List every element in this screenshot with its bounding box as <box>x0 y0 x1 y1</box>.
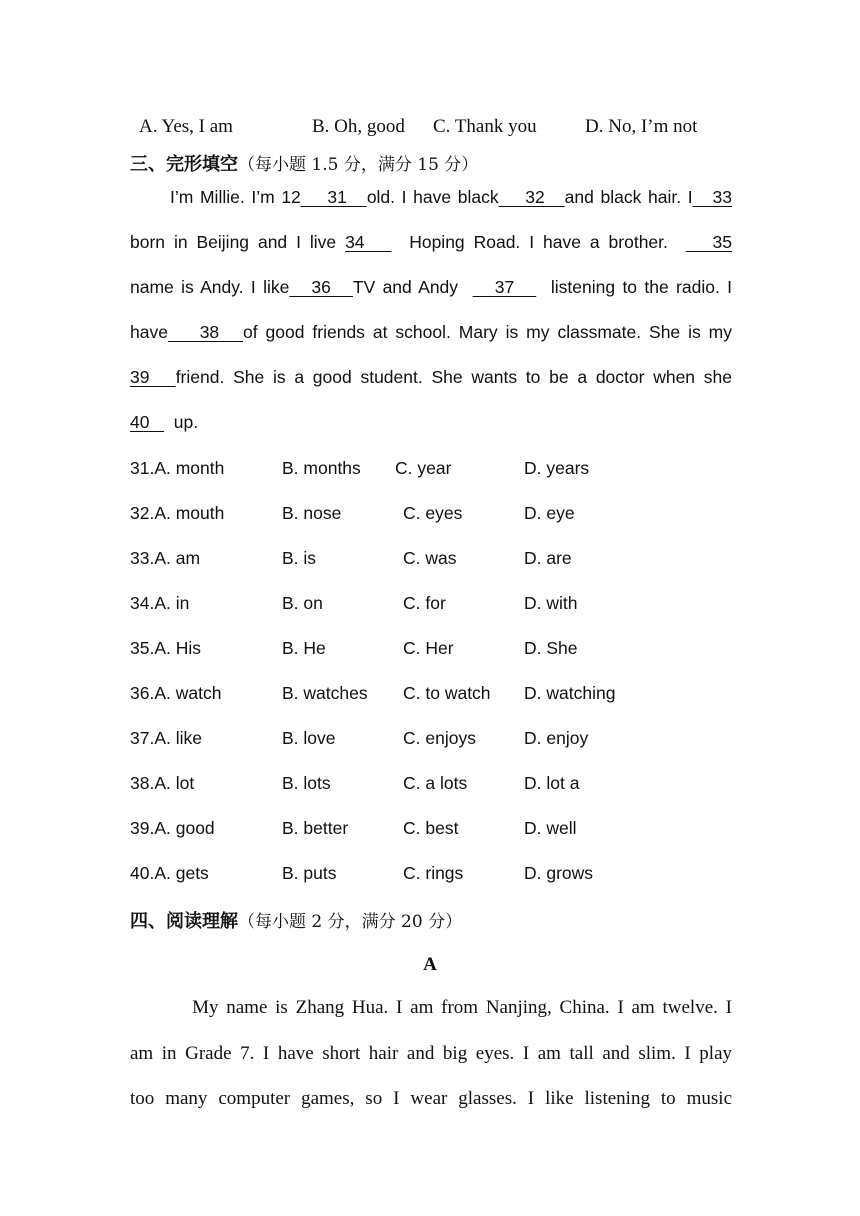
option-text: C. year <box>395 458 452 478</box>
question-40-option-b <box>282 863 336 884</box>
question-31-option-b <box>282 458 361 479</box>
option-text: B. nose <box>282 503 342 523</box>
option-text: C. eyes <box>403 503 463 523</box>
question-35-option-a <box>130 638 201 659</box>
option-text: B. He <box>282 638 326 658</box>
option-text: B. puts <box>282 863 337 883</box>
section-3-note: （每小题 1.5 分，满分 15 分） <box>238 155 479 175</box>
question-40-option-d <box>524 863 593 884</box>
prev-option-d: D. No, I’m not <box>585 116 698 137</box>
option-text: C. rings <box>403 863 464 883</box>
passage-line-1 <box>170 187 732 208</box>
option-text: A. month <box>154 458 225 478</box>
reading-line-2: am in Grade 7. I have short hair and big eyes. I am tall and slim. I play <box>130 1043 732 1064</box>
section-3-title: 三、完形填空 <box>130 154 238 175</box>
passage-text: old. I have black <box>366 187 499 207</box>
option-text: D. well <box>524 818 577 838</box>
option-text: A. am <box>154 548 201 568</box>
passage-text: friend. She is a good student. She wants to be a doctor when she <box>175 367 732 387</box>
option-text: C. to watch <box>403 683 491 703</box>
option-text: D. with <box>524 593 578 613</box>
question-number: 31. <box>130 458 155 478</box>
question-38-option-a <box>130 773 194 794</box>
question-38-option-b <box>282 773 331 794</box>
option-text: A. His <box>154 638 202 658</box>
question-34-option-d <box>524 593 577 614</box>
question-32-option-b <box>282 503 341 524</box>
option-text: D. years <box>524 458 590 478</box>
question-33-option-d <box>524 548 572 569</box>
question-39-option-c <box>403 818 458 839</box>
prev-option-c: C. Thank you <box>433 116 537 137</box>
option-text: A. watch <box>154 683 222 703</box>
option-text: D. grows <box>524 863 594 883</box>
question-number: 33. <box>130 548 155 568</box>
question-31-option-d <box>524 458 589 479</box>
option-text: B. better <box>282 818 349 838</box>
question-37-option-d <box>524 728 588 749</box>
passage-text: Hoping Road. I have a brother. <box>391 232 686 252</box>
reading-line-3: too many computer games, so I wear glasses. I like listening to music <box>130 1088 732 1109</box>
option-text: B. is <box>282 548 317 568</box>
question-35-option-d <box>524 638 578 659</box>
question-40-option-c <box>403 863 463 884</box>
blank-39: 39 <box>130 367 176 387</box>
passage-text: of <box>242 322 258 342</box>
option-text: D. enjoy <box>524 728 589 748</box>
option-text: D. lot a <box>524 773 580 793</box>
question-33-option-c <box>403 548 456 569</box>
option-text: C. was <box>403 548 457 568</box>
passage-text: born in Beijing and I live <box>130 232 346 252</box>
passage-text: listening to the radio. I <box>536 277 733 297</box>
passage-text: I’m Millie. I’m 12 <box>170 187 301 207</box>
question-number: 39. <box>130 818 155 838</box>
passage-text: and black hair. I <box>564 187 693 207</box>
section-4-note: （每小题 2 分，满分 20 分） <box>238 912 463 932</box>
question-34-option-a <box>130 593 189 614</box>
passage-text: name is Andy. I like <box>130 277 290 297</box>
passage-line-5 <box>130 367 732 388</box>
option-text: A. like <box>154 728 202 748</box>
question-32-option-d <box>524 503 575 524</box>
passage-line-6 <box>130 412 732 433</box>
blank-38: 38 <box>167 322 243 342</box>
passage-line-3 <box>130 277 732 298</box>
option-text: B. watches <box>282 683 368 703</box>
blank-34: 34 <box>345 232 392 252</box>
question-33-option-b <box>282 548 316 569</box>
question-33-option-a <box>130 548 200 569</box>
question-39-option-d <box>524 818 577 839</box>
question-31-option-a <box>130 458 224 479</box>
passage-line-4 <box>130 322 732 343</box>
question-31-option-c <box>395 458 451 479</box>
question-34-option-b <box>282 593 323 614</box>
question-number: 35. <box>130 638 155 658</box>
blank-36: 36 <box>289 277 353 297</box>
blank-33: 33 <box>692 187 733 207</box>
question-36-option-b <box>282 683 368 704</box>
reading-line-1: My name is Zhang Hua. I am from Nanjing, China. I am twelve. I <box>130 997 732 1018</box>
option-text: C. for <box>403 593 446 613</box>
section-4-heading <box>130 907 462 933</box>
option-text: D. eye <box>524 503 575 523</box>
section-4-title: 四、阅读理解 <box>130 911 238 932</box>
question-37-option-c <box>403 728 476 749</box>
question-34-option-c <box>403 593 446 614</box>
question-36-option-d <box>524 683 615 704</box>
option-text: C. Her <box>403 638 454 658</box>
option-text: A. mouth <box>154 503 225 523</box>
passage-line-2 <box>130 232 732 253</box>
question-37-option-a <box>130 728 202 749</box>
blank-32: 32 <box>498 187 565 207</box>
part-label: A <box>423 954 437 975</box>
passage-text: TV and Andy <box>352 277 473 297</box>
blank-35: 35 <box>685 232 733 252</box>
prev-option-b: B. Oh, good <box>312 116 405 137</box>
blank-31: 31 <box>300 187 367 207</box>
blank-40: 40 <box>130 412 165 432</box>
option-text: A. in <box>154 593 190 613</box>
option-text: D. are <box>524 548 572 568</box>
passage-text: have <box>130 322 168 342</box>
question-38-option-d <box>524 773 579 794</box>
question-35-option-b <box>282 638 326 659</box>
question-32-option-a <box>130 503 224 524</box>
question-number: 38. <box>130 773 155 793</box>
option-text: D. She <box>524 638 578 658</box>
question-number: 32. <box>130 503 155 523</box>
question-36-option-a <box>130 683 221 704</box>
question-37-option-b <box>282 728 336 749</box>
passage-text: good friends at school. Mary is my classmate. She is my <box>257 322 733 342</box>
question-32-option-c <box>403 503 462 524</box>
question-number: 36. <box>130 683 155 703</box>
question-39-option-a <box>130 818 215 839</box>
blank-37: 37 <box>472 277 537 297</box>
option-text: B. on <box>282 593 323 613</box>
question-number: 34. <box>130 593 155 613</box>
option-text: C. enjoys <box>403 728 476 748</box>
question-38-option-c <box>403 773 467 794</box>
option-text: A. gets <box>154 863 209 883</box>
question-39-option-b <box>282 818 348 839</box>
question-number: 37. <box>130 728 155 748</box>
question-35-option-c <box>403 638 454 659</box>
option-text: B. love <box>282 728 336 748</box>
question-40-option-a <box>130 863 209 884</box>
question-number: 40. <box>130 863 155 883</box>
option-text: C. a lots <box>403 773 468 793</box>
option-text: B. months <box>282 458 361 478</box>
option-text: A. good <box>154 818 215 838</box>
option-text: A. lot <box>154 773 195 793</box>
option-text: C. best <box>403 818 459 838</box>
prev-option-a: A. Yes, I am <box>139 116 233 137</box>
option-text: D. watching <box>524 683 616 703</box>
passage-text: up. <box>164 412 199 432</box>
section-3-heading <box>130 150 478 176</box>
option-text: B. lots <box>282 773 331 793</box>
question-36-option-c <box>403 683 491 704</box>
